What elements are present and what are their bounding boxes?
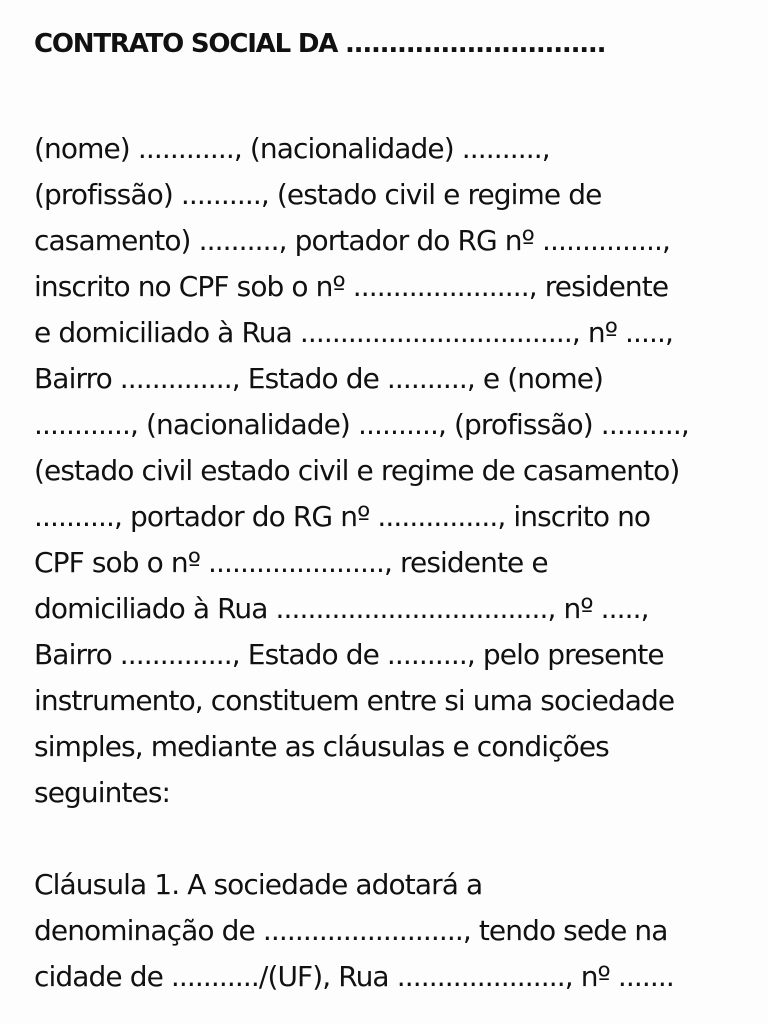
preamble-line: e domiciliado à Rua .................................., nº ....., <box>34 316 673 349</box>
preamble-line: Bairro .............., Estado de .........., e (nome) <box>34 362 604 395</box>
preamble-line: instrumento, constituem entre si uma sociedade <box>34 684 675 717</box>
preamble-paragraph <box>34 126 748 816</box>
clause-1-paragraph <box>34 862 748 1000</box>
preamble-line: seguintes: <box>34 776 171 809</box>
preamble-line: .........., portador do RG nº ..............., inscrito no <box>34 500 651 533</box>
preamble-line: CPF sob o nº ......................, residente e <box>34 546 548 579</box>
preamble-line: domiciliado à Rua .................................., nº ....., <box>34 592 649 625</box>
clause-line: cidade de .........../(UF), Rua ....................., nº ....... <box>34 960 674 993</box>
preamble-line: simples, mediante as cláusulas e condições <box>34 730 609 763</box>
clause-line: denominação de ........................., tendo sede na <box>34 914 668 947</box>
preamble-line: (estado civil estado civil e regime de casamento) <box>34 454 680 487</box>
preamble-line: (profissão) .........., (estado civil e regime de <box>34 178 602 211</box>
preamble-line: (nome) ............, (nacionalidade) .........., <box>34 132 550 165</box>
spacer <box>34 816 748 862</box>
preamble-line: casamento) .........., portador do RG nº ..............., <box>34 224 670 257</box>
document-title: CONTRATO SOCIAL DA .............................. <box>34 29 606 59</box>
preamble-line: Bairro .............., Estado de .........., pelo presente <box>34 638 664 671</box>
spacer <box>34 66 748 126</box>
preamble-line: ............, (nacionalidade) .........., (profissão) .........., <box>34 408 689 441</box>
preamble-line: inscrito no CPF sob o nº ......................, residente <box>34 270 669 303</box>
clause-line: Cláusula 1. A sociedade adotará a <box>34 868 483 901</box>
